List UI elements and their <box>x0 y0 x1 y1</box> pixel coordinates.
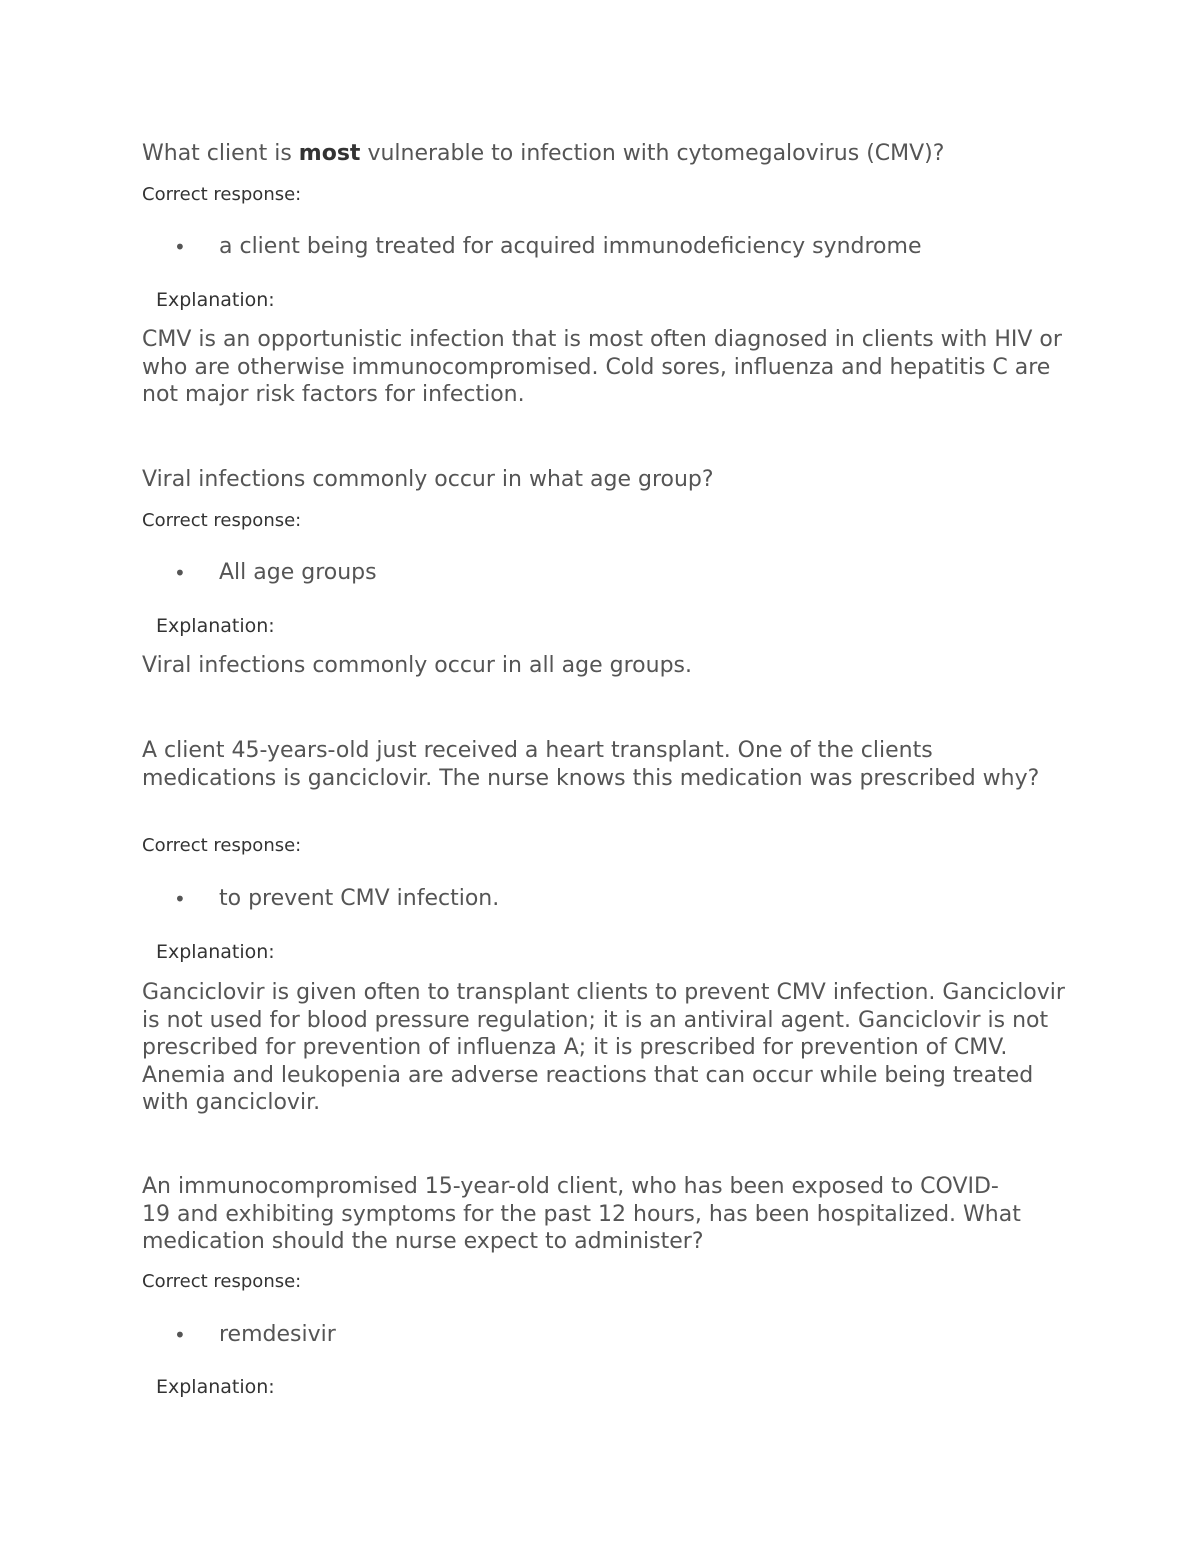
answer-list-item <box>142 885 1072 913</box>
answer-text: a client being treated for acquired immunodeficiency syndrome <box>219 234 922 259</box>
explanation-label: Explanation: <box>156 615 275 637</box>
explanation-label: Explanation: <box>156 1376 275 1398</box>
correct-response-label: Correct response: <box>142 1271 302 1292</box>
answer-list-item <box>142 559 1072 587</box>
explanation-text: CMV is an opportunistic infection that is most often diagnosed in clients with HIV or who are otherwise immunocompromised. Cold sores, influenza and hepatitis C are not major risk factors for infection. <box>142 327 1062 407</box>
answer-text: All age groups <box>219 560 377 585</box>
bullet-icon: • <box>174 235 186 259</box>
explanation-text: Ganciclovir is given often to transplant clients to prevent CMV infection. Ganciclovir is not used for blood pressure regulation; it is an antiviral agent. Ganciclovir is not prescribed for prevention of influenza A; it is prescribed for prevention of CMV. Anemia and leukopenia are adverse reactions that can occur while being treated with ganciclovir. <box>142 980 1065 1115</box>
emphasis-text: most <box>298 141 361 166</box>
correct-response-label: Correct response: <box>142 510 302 531</box>
bullet-icon: • <box>174 887 186 911</box>
answer-list-item <box>142 233 1072 261</box>
correct-response-label: Correct response: <box>142 835 302 856</box>
explanation-label: Explanation: <box>156 289 275 311</box>
correct-response-label: Correct response: <box>142 184 302 205</box>
answer-list-item <box>142 1321 1072 1349</box>
bullet-icon: • <box>174 1323 186 1347</box>
explanation-text: Viral infections commonly occur in all age groups. <box>142 653 692 678</box>
bullet-icon: • <box>174 561 186 585</box>
question-text: Viral infections commonly occur in what age group? <box>142 467 714 492</box>
question-text: What client is most vulnerable to infection with cytomegalovirus (CMV)? <box>142 141 945 166</box>
question-text: A client 45-years-old just received a heart transplant. One of the clients medications is ganciclovir. The nurse knows this medication was prescribed why? <box>142 738 1040 791</box>
answer-text: remdesivir <box>219 1322 336 1347</box>
answer-text: to prevent CMV infection. <box>219 886 500 911</box>
question-text: An immunocompromised 15-year-old client, who has been exposed to COVID-19 and exhibiting symptoms for the past 12 hours, has been hospitalized. What medication should the nurse expect to administer? <box>142 1174 1021 1254</box>
explanation-label: Explanation: <box>156 941 275 963</box>
